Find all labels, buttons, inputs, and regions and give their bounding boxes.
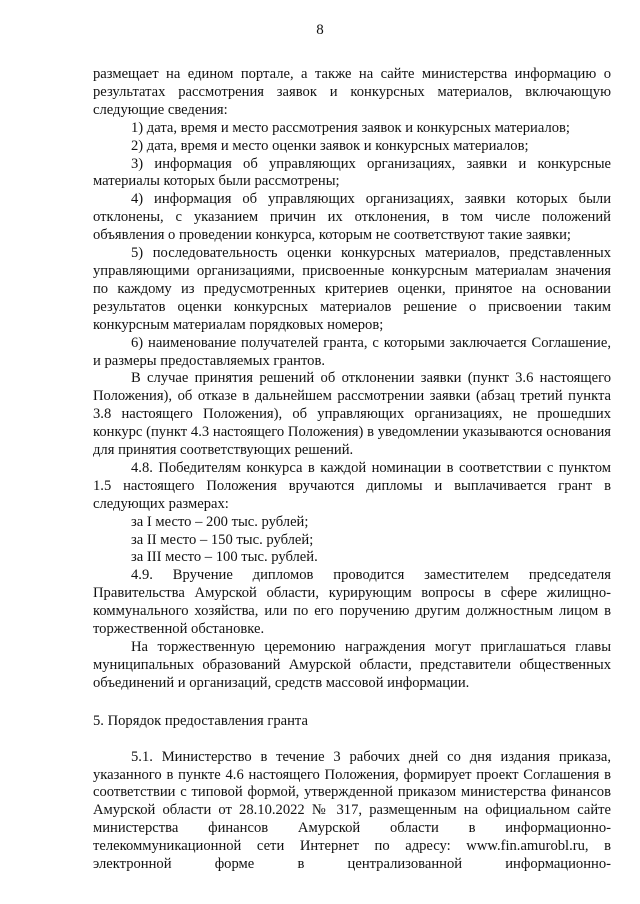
list-item-4: 4) информация об управляющих организациях, заявки которых были отклонены, с указанием причин их отклонения, в том числе положений объявления о проведении конкурса, которым не соответствуют такие заявки; — [93, 191, 611, 244]
prize-third-place: за III место – 100 тыс. рублей. — [131, 549, 318, 566]
paragraph-5-1: 5.1. Министерство в течение 3 рабочих дней со дня издания приказа, указанного в пункте 4.6 настоящего Положения, формирует проект Соглашения в соответствии с типовой формой, утвержденной приказом министерства финансов Амурской области от 28.10.2022 № 317, размещенным на официальном сайте министерства финансов Амурской области в информационно-телекоммуникационной сети Интернет по адресу: www.fin.amurobl.ru, в электронной форме в централизованной информационно- — [93, 748, 611, 873]
prize-second-place: за II место – 150 тыс. рублей; — [131, 531, 314, 548]
section-heading: 5. Порядок предоставления гранта — [93, 712, 308, 729]
list-item-2: 2) дата, время и место оценки заявок и конкурсных материалов; — [131, 137, 529, 154]
list-item-3: 3) информация об управляющих организациях, заявки и конкурсные материалы которых были рассмотрены; — [93, 155, 611, 190]
paragraph-intro: размещает на едином портале, а также на сайте министерства информацию о результатах рассмотрения заявок и конкурсных материалов, включающую следующие сведения: — [93, 66, 611, 118]
list-item-5: 5) последовательность оценки конкурсных материалов, представленных управляющими организациями, присвоенные конкурсным материалам значения по каждому из предусмотренных критериев оценки, принятое на основании результатов оценки конкурсных материалов решение о присвоении таким конкурсным материалам порядковых номеров; — [93, 245, 611, 333]
document-body — [93, 66, 611, 874]
list-item-6: 6) наименование получателей гранта, с которыми заключается Соглашение, и размеры предоставляемых грантов. — [93, 334, 611, 369]
list-item-1: 1) дата, время и место рассмотрения заявок и конкурсных материалов; — [131, 119, 570, 136]
paragraph-4-9: 4.9. Вручение дипломов проводится заместителем председателя Правительства Амурской области, курирующим вопросы в сфере жилищно-коммунального хозяйства, или по его поручению другим должностным лицом в торжественной обстановке. — [93, 567, 611, 638]
page-number: 8 — [316, 22, 324, 38]
paragraph-ceremony: На торжественную церемонию награждения могут приглашаться главы муниципальных образований Амурской области, представители общественных объединений и организаций, средств массовой информации. — [93, 639, 611, 691]
paragraph-rejection: В случае принятия решений об отклонении заявки (пункт 3.6 настоящего Положения), об отказе в дальнейшем рассмотрении заявки (абзац третий пункта 3.8 настоящего Положения), об управляющих организациях, не прошедших конкурс (пункт 4.3 настоящего Положения) в уведомлении указываются основания для принятия соответствующих решений. — [93, 370, 611, 459]
prize-first-place: за I место – 200 тыс. рублей; — [131, 513, 309, 530]
paragraph-4-8: 4.8. Победителям конкурса в каждой номинации в соответствии с пунктом 1.5 настоящего Положения вручаются дипломы и выплачивается грант в следующих размерах: — [93, 459, 611, 512]
